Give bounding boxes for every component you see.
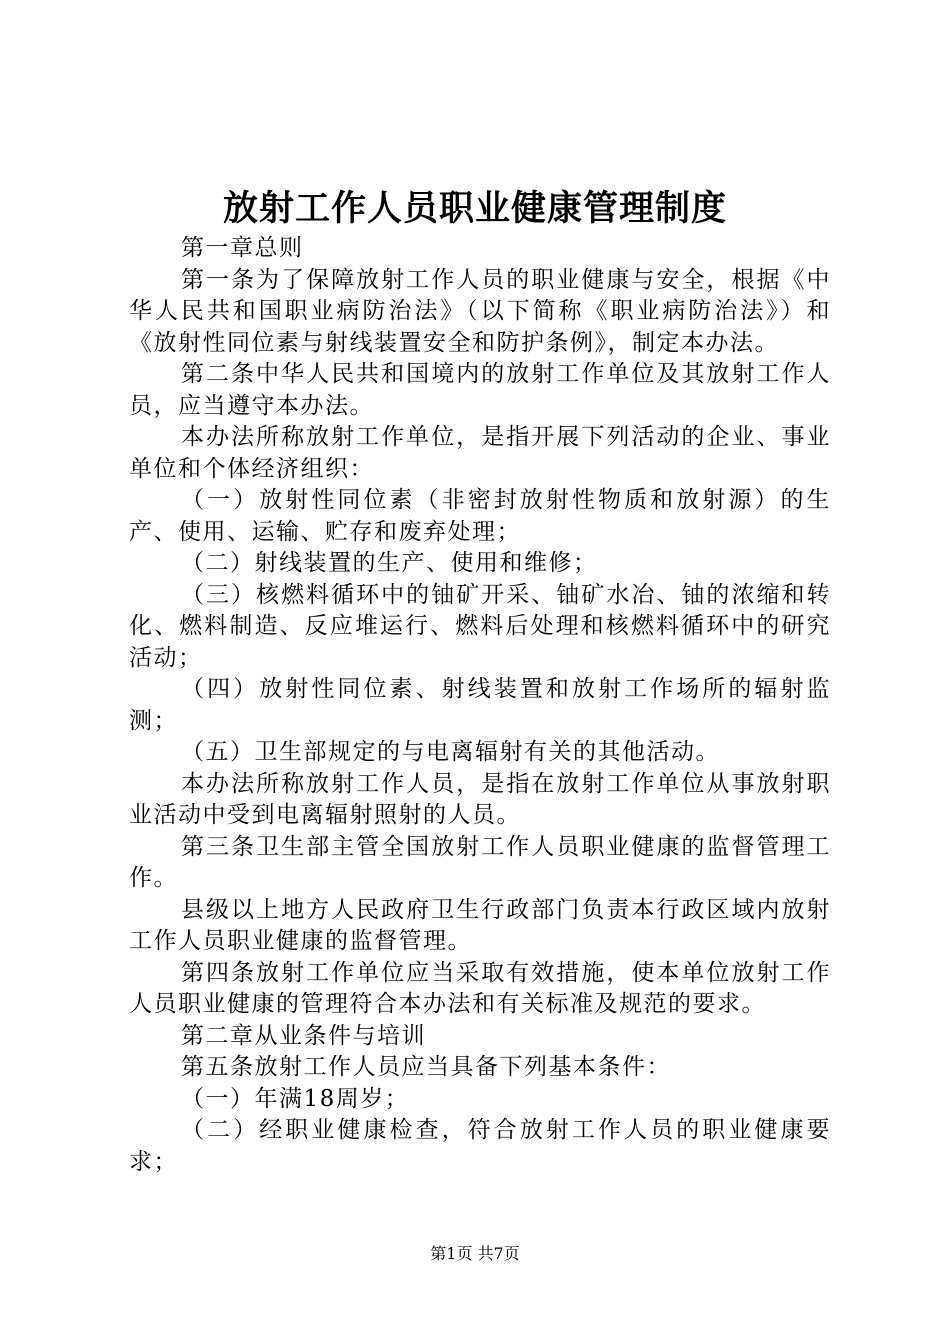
list-item: （五）卫生部规定的与电离辐射有关的其他活动。 xyxy=(181,739,720,765)
list-item: （二）射线装置的生产、使用和维修； xyxy=(181,550,598,576)
list-item: （一）年满18周岁； xyxy=(181,1085,410,1112)
paragraph: 第五条放射工作人员应当具备下列基本条件： xyxy=(181,1054,671,1080)
chapter-heading: 第二章从业条件与培训 xyxy=(181,1022,426,1049)
paragraph: 县级以上地方人民政府卫生行政部门负责本行政区域内放射工作人员职业健康的监督管理。 xyxy=(129,896,831,954)
list-item: （三）核燃料循环中的铀矿开采、铀矿水冶、铀的浓缩和转化、燃料制造、反应堆运行、燃料后处理和核燃料循环中的研究活动； xyxy=(129,581,831,671)
paragraph: 第三条卫生部主管全国放射工作人员职业健康的监督管理工作。 xyxy=(129,833,831,891)
paragraph: 本办法所称放射工作单位，是指开展下列活动的企业、事业单位和个体经济组织： xyxy=(129,424,831,482)
document-body xyxy=(129,233,831,1178)
page-footer: 第1页 共7页 xyxy=(430,1244,520,1263)
chapter-heading: 第一章总则 xyxy=(181,235,304,261)
list-item: （四）放射性同位素、射线装置和放射工作场所的辐射监测； xyxy=(129,676,831,734)
document-title: 放射工作人员职业健康管理制度 xyxy=(222,188,727,229)
list-item: （二）经职业健康检查，符合放射工作人员的职业健康要求； xyxy=(129,1117,831,1175)
paragraph: 第四条放射工作单位应当采取有效措施，使本单位放射工作人员职业健康的管理符合本办法和有关标准及规范的要求。 xyxy=(129,959,831,1017)
paragraph: 本办法所称放射工作人员，是指在放射工作单位从事放射职业活动中受到电离辐射照射的人员。 xyxy=(129,770,831,828)
list-item: （一）放射性同位素（非密封放射性物质和放射源）的生产、使用、运输、贮存和废弃处理； xyxy=(129,487,831,545)
paragraph: 第一条为了保障放射工作人员的职业健康与安全，根据《中华人民共和国职业病防治法》（以下简称《职业病防治法》）和《放射性同位素与射线装置安全和防护条例》，制定本办法。 xyxy=(129,266,831,356)
paragraph: 第二条中华人民共和国境内的放射工作单位及其放射工作人员，应当遵守本办法。 xyxy=(129,361,831,419)
